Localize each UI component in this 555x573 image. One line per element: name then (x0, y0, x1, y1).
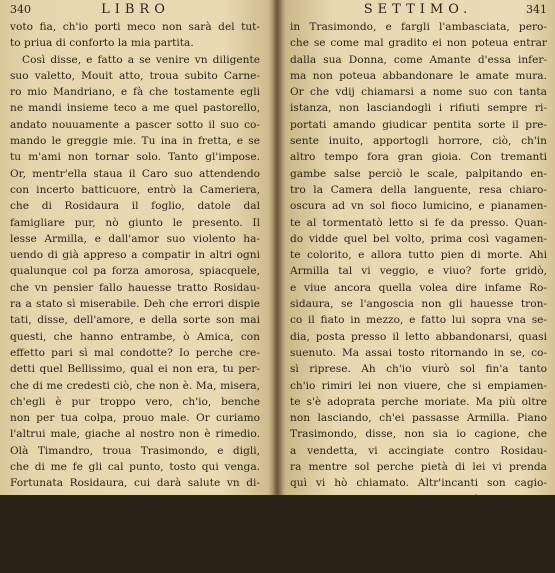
text-line: te al tormentatò letto si fe da presso. Quan- (290, 216, 547, 229)
text-line: te s'è adoprata perche moriate. Ma più oltre (290, 395, 547, 408)
text-line: in Trasimondo, e fargli l'ambasciata, pero- (290, 21, 547, 33)
right-page-footer (290, 557, 547, 573)
text-line: ra mentre sol perche pietà di lei vi prenda (290, 461, 547, 474)
text-line: tu m'ami non tornar solo. Tanto gl'impose. (10, 151, 260, 164)
text-line: Or, mentr'ella staua il Caro suo attendendo (10, 167, 260, 180)
text-line: che se come mal gradito ei non poteua entrar (290, 37, 547, 50)
right-page (284, 0, 555, 571)
text-line: che di me fe gli cal punto, tosto qui venga. (10, 461, 260, 474)
text-line: Olà Timandro, troua Trasimondo, e digli, (10, 444, 260, 457)
text-line: sente inuito, apportogli horrore, ciò, ch'in (290, 135, 547, 148)
left-page-text (10, 19, 260, 541)
text-line: non ha cercato l'infelice, sol ch'io vi amassi. (290, 509, 547, 522)
text-line: portati amando giudicar pentita sorte il pre- (290, 118, 547, 131)
text-line: voto fia, ch'io porti meco non sarà del tut- (10, 21, 260, 33)
text-line: ra a stato sì miserabile. Deh che errori dispie (10, 298, 260, 311)
text-line: altro tempo fora gran gioia. Con tremanti (290, 151, 547, 164)
text-line: Trasimondo, disse, non sia io cagione, che (290, 428, 547, 441)
text-line: Armilla tal vi veggio, e viuo? forte gridò, (290, 265, 547, 278)
text-line: lesse Armilla, e dall'amor suo violento ha- (10, 232, 260, 245)
left-page-footer (10, 541, 260, 557)
text-line: effetto pari sì mal condotte? Io perche cre- (10, 346, 260, 359)
text-line: la fiquidezza delle forze toglie il dir molto, (290, 542, 547, 555)
text-line: Or che vdij chiamarsi a nome suo con tanta (290, 86, 547, 99)
text-line: ro mio Mandriano, e fà che tostamente egli (10, 86, 260, 99)
left-running-head: LIBRO (101, 2, 170, 17)
text-line: ch'io rimiri lei non viuere, che si empiamen- (290, 379, 547, 392)
right-catchword: Ri- (530, 558, 545, 571)
text-line: a vendetta, vi accingiate contro Rosidau- (290, 444, 547, 457)
text-line: e viue ancora quella volea dire infame Ro- (290, 281, 547, 294)
right-page-text (290, 19, 547, 557)
text-line: non per tua colpa, prouo male. Or curiamo (10, 412, 260, 425)
right-page-header (290, 2, 547, 18)
left-page (0, 0, 270, 555)
text-line: co il fiato in mezzo, e fatto lui sopra vna se- (290, 314, 547, 327)
left-catchword: in (247, 542, 258, 555)
text-line: reca la morte. (10, 509, 86, 522)
text-line: Così disse, e fatto a se venire vn diligente (22, 53, 260, 66)
right-running-head: SETTIMO. (363, 2, 473, 17)
text-line: quì vi hò chiamato. Altr'incanti son cagio- (290, 477, 547, 490)
text-line: Vdire dunque in pochi detti, già che a me (290, 526, 547, 539)
left-page-header (10, 2, 260, 18)
text-line: tati, disse, dell'amore, e della sorte son mai (10, 314, 260, 327)
text-line: singanno, doue, a me infelice vn disinganno (10, 493, 260, 506)
text-line: tro la Camera della languente, resa chiaro- (290, 183, 547, 196)
text-line: gambe salse perciò le scale, palpitando en- (290, 167, 547, 180)
text-line: che di me credesti ciò, che non è. Ma, misera, (10, 379, 260, 392)
text-line: te colorito, e allora tutto pien di morte. Ahi (290, 249, 547, 262)
text-line: ne del mio male, che i suoi, cò quali altro (290, 493, 547, 506)
text-line: sì riprese. Ah ch'io viurò sol fin'a tanto (290, 363, 547, 376)
text-line: con incerto batticuore, entrò la Cameriera, (10, 183, 260, 196)
text-line: ma non poteua abbandonare le amate mura. (290, 69, 547, 82)
text-line: l'altrui male, giache al nostro non è rimedio. (10, 428, 260, 441)
text-line: non lasciando, ch'ei passasse Armilla. Piano (290, 412, 547, 425)
text-line: che vn pensier fallo hauesse tratto Rosidau- (10, 281, 260, 294)
text-line: detti quel Bellissimo, qual ei non era, tu per- (10, 363, 260, 376)
text-line: ne mandi insieme teco a me quel pastorello, (10, 102, 260, 115)
text-line: dia, posta presso il letto abbandonarsi, quasi (290, 330, 547, 343)
right-signature: P 3 (498, 558, 517, 571)
text-line: dalla sua Donna, come Amante d'essa infer- (290, 53, 547, 66)
text-line: suo valetto, Mouit atto, troua subito Carne- (10, 69, 260, 82)
left-page-number: 340 (10, 3, 31, 16)
text-line: questi, che hanno entrambe, ò Amica, con (10, 330, 260, 343)
text-line: qualunque col pa forza amorosa, spiacquele, (10, 265, 260, 278)
text-line: ch'egli è pur troppo vero, ch'io, benche (10, 395, 260, 408)
text-line: to priua di conforto la mia partita. (10, 37, 194, 50)
text-line: oscura ad vn sol fioco lumicino, e pianamen- (290, 200, 547, 213)
right-page-number: 341 (525, 3, 547, 16)
text-line: uendo di già appreso a compatir in altri ogni (10, 249, 260, 262)
text-line: mando le greggie mie. Tu ina in fretta, e se (10, 135, 260, 148)
text-line: Fortunata Rosidaura, cui darà salute vn di- (10, 477, 260, 490)
text-line: famigliare pur, nò giunto le presento. Il (10, 216, 260, 229)
text-line: sidaura, se l'angoscia non gli hauesse tron- (290, 298, 547, 311)
text-line: do vidde quel bel volto, prima così vagamen- (290, 232, 547, 245)
text-line: che di Rosidaura il foglio, datole dal (10, 200, 260, 213)
text-line: istanza, non lasciandogli i rifiuti sempre ri- (290, 102, 547, 115)
text-line: Non penò Timandro molto ad auuenirsi (22, 526, 260, 539)
text-line: andato nouuamente a pascer sotto il suo co- (10, 118, 260, 131)
text-line: suenuto. Ma assai tosto ritornando in se, co- (290, 346, 547, 359)
